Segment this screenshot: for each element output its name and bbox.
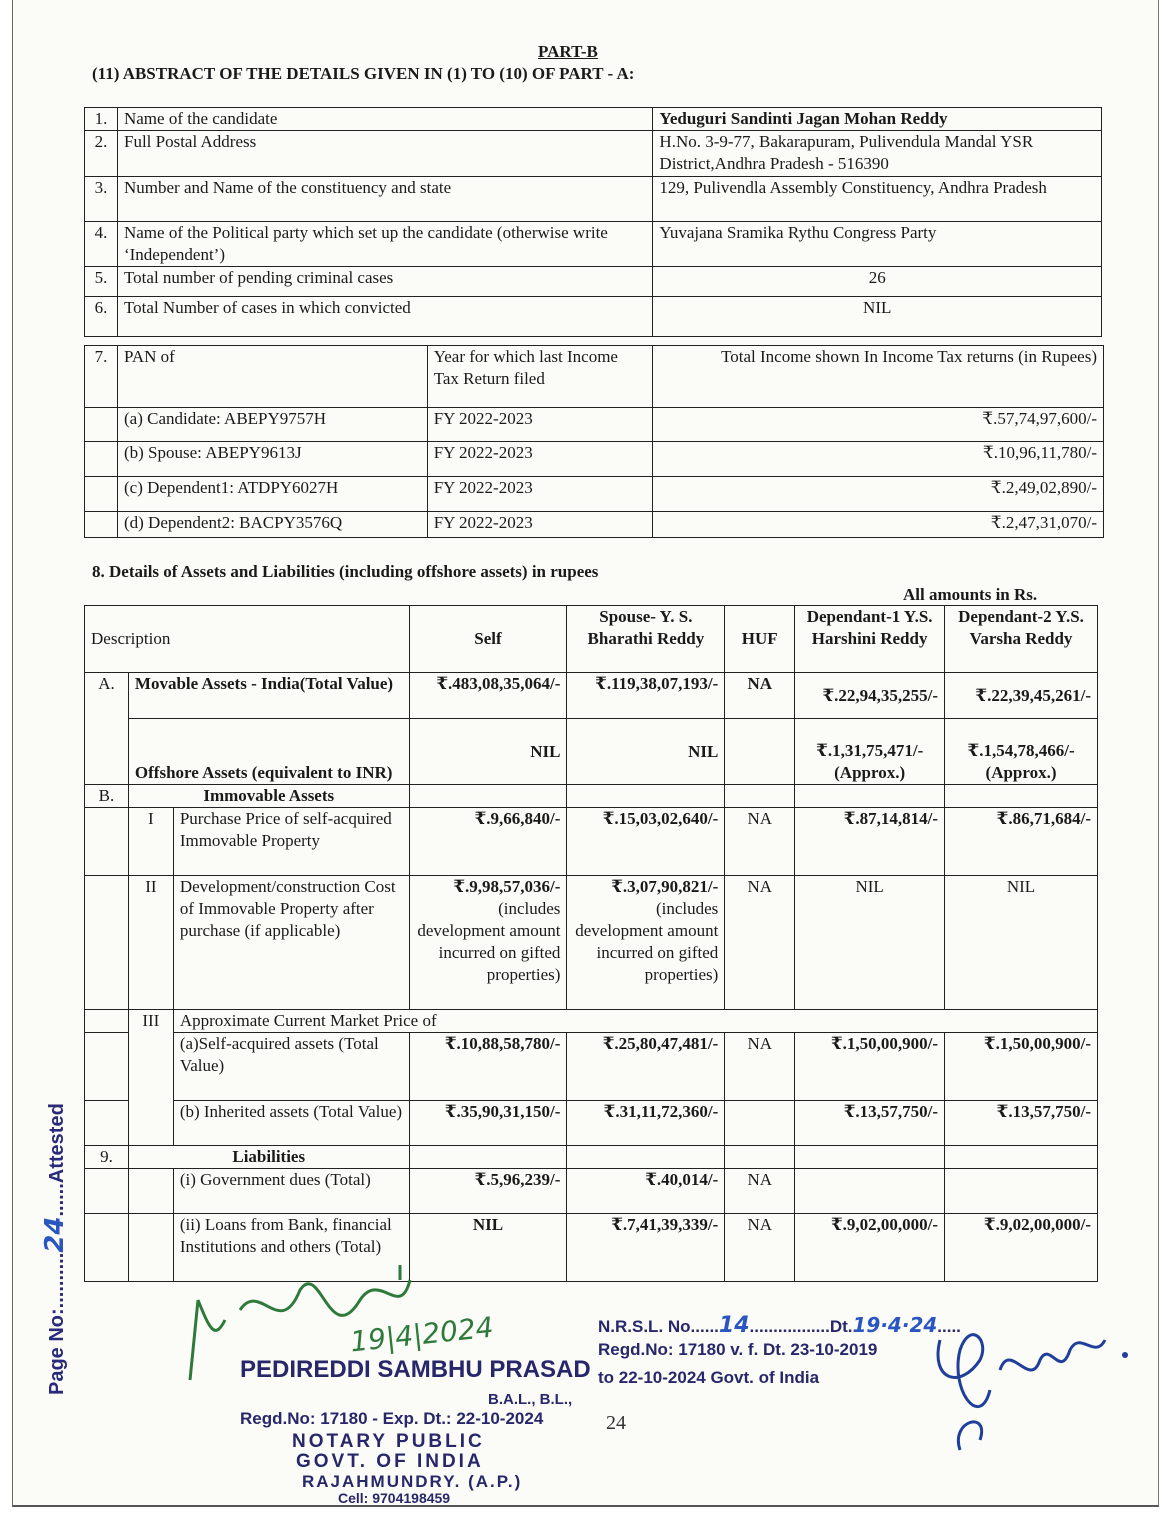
offshore-self: NIL (409, 719, 567, 785)
government-dues-self: ₹.5,96,239/- (409, 1169, 567, 1214)
self-acquired-huf: NA (725, 1033, 795, 1101)
nrsl-value: 14 (718, 1313, 750, 1338)
page-number-stamp: Page No:..........24......Attested (40, 1103, 70, 1395)
year-header: Year for which last Income Tax Return filed (427, 346, 653, 408)
description-header: Description (85, 606, 410, 673)
purchase-dep1: ₹.87,14,814/- (795, 808, 945, 876)
attested-label: Attested (46, 1103, 68, 1184)
offshore-assets-label: Offshore Assets (equivalent to INR) (128, 719, 409, 785)
roman-i: I (128, 808, 173, 876)
table-row (85, 1146, 1098, 1169)
nrsl-label: N.R.S.L. No. (598, 1317, 696, 1336)
pending-cases: 26 (653, 267, 1102, 297)
movable-spouse: ₹.119,38,07,193/- (567, 673, 725, 719)
inherited-self: ₹.35,90,31,150/- (409, 1101, 567, 1146)
pan-value: (b) Spouse: ABEPY9613J (117, 442, 427, 477)
self-acquired-spouse: ₹.25,80,47,481/- (567, 1033, 725, 1101)
nrsl-regd: Regd.No: 17180 v. f. Dt. 23-10-2019 (598, 1340, 878, 1359)
loans-huf: NA (725, 1214, 795, 1282)
offshore-spouse: NIL (567, 719, 725, 785)
development-huf: NA (725, 876, 795, 1010)
year-value: FY 2022-2023 (427, 442, 653, 477)
row-number: 7. (85, 346, 118, 408)
nrsl-dt-label: Dt. (829, 1317, 853, 1336)
government-dues-label: (i) Government dues (Total) (173, 1169, 409, 1214)
movable-dep1: ₹.22,94,35,255/- (795, 673, 945, 719)
year-value: FY 2022-2023 (427, 408, 653, 442)
table-row (85, 267, 1102, 297)
nrsl-validity: to 22-10-2024 Govt. of India (598, 1368, 820, 1387)
convicted-cases: NIL (653, 297, 1102, 337)
loans-dep1: ₹.9,02,00,000/- (795, 1214, 945, 1282)
table-row (85, 512, 1104, 538)
offshore-dep1: ₹.1,31,75,471/- (Approx.) (795, 719, 945, 785)
development-dep1: NIL (795, 876, 945, 1010)
table-row (85, 408, 1104, 442)
table-row (85, 1010, 1098, 1033)
nrsl-dt-value: 19·4·24 (852, 1313, 938, 1337)
notary-public: NOTARY PUBLIC (292, 1431, 485, 1452)
income-value: ₹.2,49,02,890/- (653, 477, 1104, 512)
year-value: FY 2022-2023 (427, 477, 653, 512)
development-dep2: NIL (945, 876, 1098, 1010)
self-acquired-dep2: ₹.1,50,00,900/- (945, 1033, 1098, 1101)
all-amounts-note: All amounts in Rs. (903, 585, 1038, 604)
table-row (85, 442, 1104, 477)
notary-govt: GOVT. OF INDIA (296, 1451, 484, 1472)
table-row (85, 808, 1098, 876)
section-11-title: (11) ABSTRACT OF THE DETAILS GIVEN IN (1) TO (10) OF PART - A: (92, 64, 635, 83)
roman-iii: III (128, 1010, 173, 1146)
notary-degree: B.A.L., B.L., (488, 1391, 573, 1408)
part-title: PART-B (538, 42, 598, 61)
row-number: 1. (85, 108, 118, 131)
development-self-note: (includes development amount incurred on gifted properties) (417, 899, 561, 984)
pan-table (84, 345, 1104, 538)
table-row (85, 1033, 1098, 1101)
table-row (85, 606, 1098, 673)
immovable-assets-title: Immovable Assets (128, 785, 409, 808)
constituency: 129, Pulivendla Assembly Constituency, Andhra Pradesh (653, 177, 1102, 222)
table-row (85, 177, 1102, 222)
income-value: ₹.2,47,31,070/- (653, 512, 1104, 538)
self-acquired-dep1: ₹.1,50,00,900/- (795, 1033, 945, 1101)
table-row (85, 1101, 1098, 1146)
offshore-dep2: ₹.1,54,78,466/- (Approx.) (945, 719, 1098, 785)
development-spouse: ₹.3,07,90,821/- (611, 877, 719, 896)
row-label: Total number of pending criminal cases (117, 267, 652, 297)
page-no-label: Page No: (46, 1308, 68, 1395)
pan-value: (c) Dependent1: ATDPY6027H (117, 477, 427, 512)
pan-value: (d) Dependent2: BACPY3576Q (117, 512, 427, 538)
section-8-title: 8. Details of Assets and Liabilities (including offshore assets) in rupees (92, 562, 599, 581)
table-row (85, 477, 1104, 512)
right-signature-drawing (920, 1300, 1140, 1460)
market-price-label: Approximate Current Market Price of (173, 1010, 1097, 1033)
dependant2-header: Dependant-2 Y.S. Varsha Reddy (945, 606, 1098, 673)
nrsl-line: N.R.S.L. No......14.................Dt.19·4·24..... (598, 1313, 961, 1338)
purchase-huf: NA (725, 808, 795, 876)
liabilities-title: Liabilities (128, 1146, 409, 1169)
postal-address: H.No. 3-9-77, Bakarapuram, Pulivendula Mandal YSR District,Andhra Pradesh - 516390 (653, 131, 1102, 177)
notary-cell: Cell: 9704198459 (338, 1490, 451, 1504)
loans-label: (ii) Loans from Bank, financial Institutions and others (Total) (173, 1214, 409, 1282)
table-row (85, 785, 1098, 808)
roman-ii: II (128, 876, 173, 1010)
movable-assets-label: Movable Assets - India(Total Value) (128, 673, 409, 719)
row-number: 3. (85, 177, 118, 222)
inherited-label: (b) Inherited assets (Total Value) (173, 1101, 409, 1146)
signature-date: 19|4|2024 (348, 1310, 495, 1359)
row-label: Number and Name of the constituency and state (117, 177, 652, 222)
table-row (85, 131, 1102, 177)
page-no-value: 24 (40, 1216, 70, 1253)
row-label: Name of the Political party which set up the candidate (otherwise write ‘Independent’) (117, 222, 652, 267)
income-header: Total Income shown In Income Tax returns (in Rupees) (653, 346, 1104, 408)
table-row (85, 222, 1102, 267)
section-a-letter: A. (85, 673, 129, 785)
loans-dep2: ₹.9,02,00,000/- (945, 1214, 1098, 1282)
development-self: ₹.9,98,57,036/- (453, 877, 561, 896)
loans-self: NIL (409, 1214, 567, 1282)
table-row (85, 1169, 1098, 1214)
table-row (85, 876, 1098, 1010)
income-value: ₹.10,96,11,780/- (653, 442, 1104, 477)
purchase-dep2: ₹.86,71,684/- (945, 808, 1098, 876)
development-spouse-note: (includes development amount incurred on gifted properties) (575, 899, 719, 984)
loans-spouse: ₹.7,41,39,339/- (567, 1214, 725, 1282)
inherited-dep1: ₹.13,57,750/- (795, 1101, 945, 1146)
political-party: Yuvajana Sramika Rythu Congress Party (653, 222, 1102, 267)
assets-table (84, 605, 1098, 1282)
section-9-number: 9. (85, 1146, 129, 1169)
row-label: Total Number of cases in which convicted (117, 297, 652, 337)
pan-header: PAN of (117, 346, 427, 408)
movable-dep2: ₹.22,39,45,261/- (945, 673, 1098, 719)
row-number: 2. (85, 131, 118, 177)
page-number: 24 (606, 1412, 626, 1434)
income-value: ₹.57,74,97,600/- (653, 408, 1104, 442)
self-acquired-label: (a)Self-acquired assets (Total Value) (173, 1033, 409, 1101)
year-value: FY 2022-2023 (427, 512, 653, 538)
section-b-letter: B. (85, 785, 129, 808)
government-dues-spouse: ₹.40,014/- (567, 1169, 725, 1214)
page-no-dots: .......... (46, 1252, 68, 1309)
table-row (85, 297, 1102, 337)
inherited-spouse: ₹.31,11,72,360/- (567, 1101, 725, 1146)
movable-huf: NA (725, 673, 795, 719)
government-dues-huf: NA (725, 1169, 795, 1214)
development-cost-label: Development/construction Cost of Immovable Property after purchase (if applicable) (173, 876, 409, 1010)
purchase-spouse: ₹.15,03,02,640/- (567, 808, 725, 876)
abstract-table (84, 107, 1102, 337)
row-number: 5. (85, 267, 118, 297)
purchase-self: ₹.9,66,840/- (409, 808, 567, 876)
movable-self: ₹.483,08,35,064/- (409, 673, 567, 719)
table-row (85, 346, 1104, 408)
table-row (85, 673, 1098, 719)
huf-header: HUF (725, 606, 795, 673)
row-label: Full Postal Address (117, 131, 652, 177)
notary-regd-exp: Regd.No: 17180 - Exp. Dt.: 22-10-2024 (240, 1409, 544, 1428)
self-acquired-self: ₹.10,88,58,780/- (409, 1033, 567, 1101)
inherited-dep2: ₹.13,57,750/- (945, 1101, 1098, 1146)
row-label: Name of the candidate (117, 108, 652, 131)
pan-value: (a) Candidate: ABEPY9757H (117, 408, 427, 442)
self-header: Self (409, 606, 567, 673)
spouse-header: Spouse- Y. S. Bharathi Reddy (567, 606, 725, 673)
table-row (85, 719, 1098, 785)
candidate-name: Yeduguri Sandinti Jagan Mohan Reddy (653, 108, 1102, 131)
table-row (85, 108, 1102, 131)
notary-city: RAJAHMUNDRY. (A.P.) (302, 1472, 523, 1491)
row-number: 6. (85, 297, 118, 337)
notary-name: PEDIREDDI SAMBHU PRASAD (240, 1356, 591, 1383)
purchase-price-label: Purchase Price of self-acquired Immovable Property (173, 808, 409, 876)
dependant1-header: Dependant-1 Y.S. Harshini Reddy (795, 606, 945, 673)
row-number: 4. (85, 222, 118, 267)
